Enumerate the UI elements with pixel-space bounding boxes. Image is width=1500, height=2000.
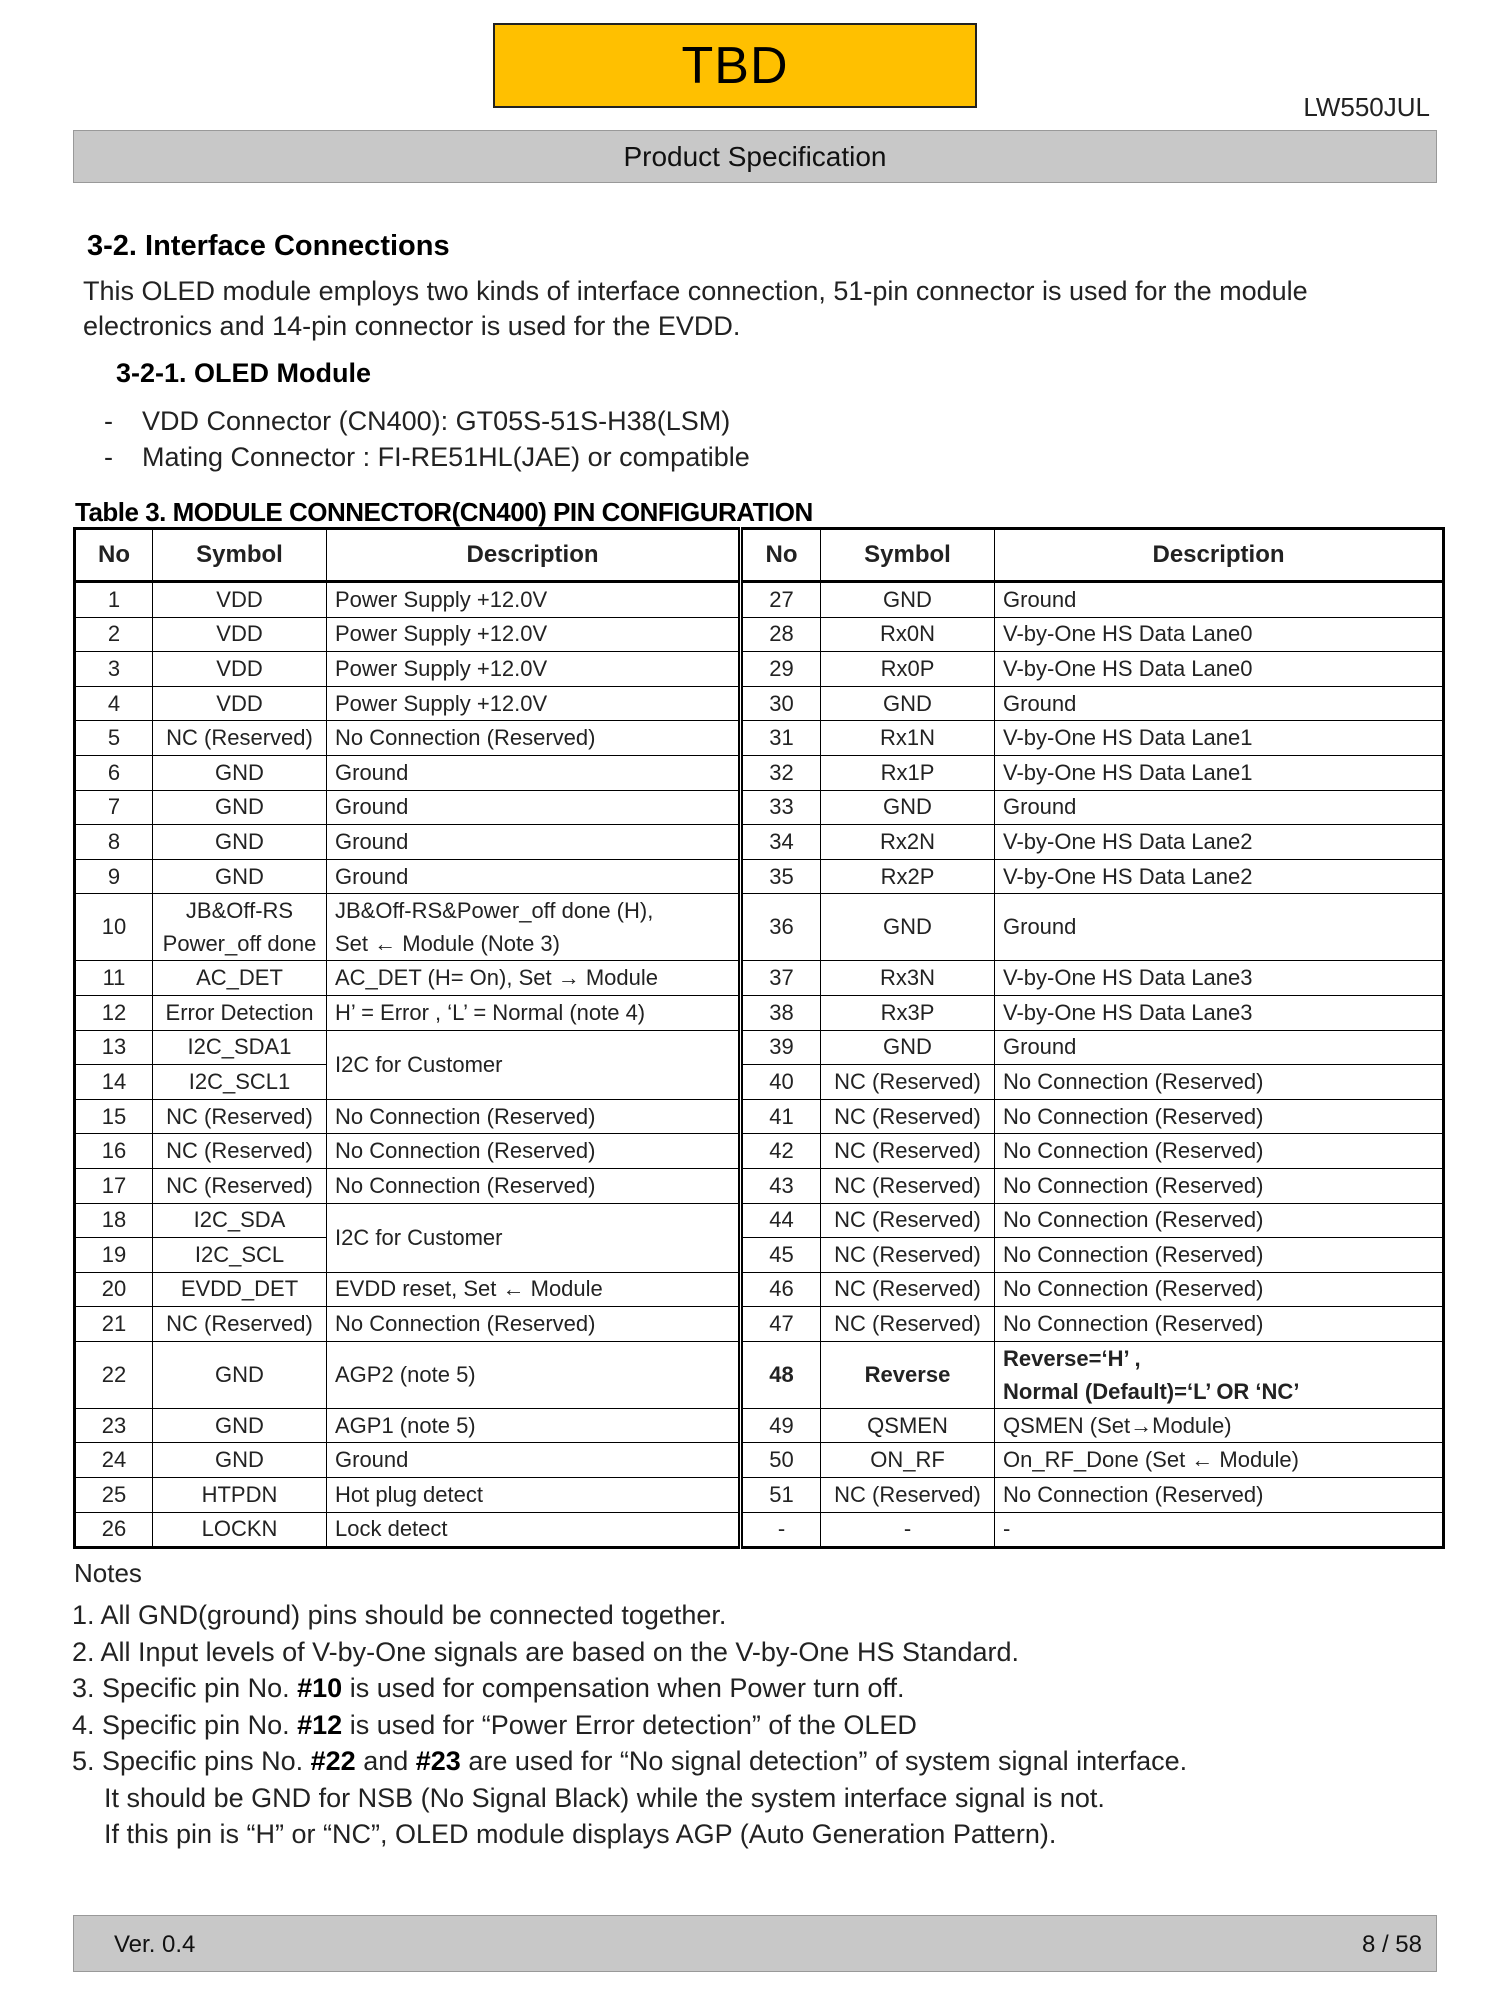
- table-row: [75, 755, 1444, 790]
- pin-number: 35: [741, 859, 821, 894]
- page-number: 8 / 58: [1361, 1931, 1422, 1958]
- pin-description: No Connection (Reserved): [995, 1134, 1444, 1169]
- pin-description: Ground: [327, 1443, 741, 1478]
- pin-description: Ground: [327, 790, 741, 825]
- table-row: [75, 1168, 1444, 1203]
- pin-number: 12: [75, 995, 153, 1030]
- doc-title: Product Specification: [623, 140, 887, 172]
- pin-number: 51: [741, 1478, 821, 1513]
- table-row: [75, 582, 1444, 618]
- pin-description: No Connection (Reserved): [327, 1134, 741, 1169]
- pin-symbol: HTPDN: [153, 1478, 327, 1513]
- pin-number: 16: [75, 1134, 153, 1169]
- pin-description: Ground: [995, 686, 1444, 721]
- pin-description: Ground: [327, 825, 741, 860]
- pin-number: 25: [75, 1478, 153, 1513]
- pin-symbol: LOCKN: [153, 1512, 327, 1548]
- pin-number: 1: [75, 582, 153, 618]
- header-no: No: [741, 529, 821, 582]
- pin-description: Reverse=‘H’ , Normal (Default)=‘L’ OR ‘NC’: [995, 1341, 1444, 1408]
- table-row: [75, 1512, 1444, 1548]
- pin-description: AGP2 (note 5): [327, 1341, 741, 1408]
- pin-description: V-by-One HS Data Lane3: [995, 961, 1444, 996]
- pin-number: 23: [75, 1408, 153, 1443]
- pin-description: No Connection (Reserved): [995, 1203, 1444, 1238]
- pin-number: 6: [75, 755, 153, 790]
- table-row: [75, 1030, 1444, 1065]
- pin-symbol: EVDD_DET: [153, 1272, 327, 1307]
- pin-number: 34: [741, 825, 821, 860]
- note-1: 1. All GND(ground) pins should be connected together.: [72, 1600, 727, 1630]
- pin-symbol: I2C_SCL1: [153, 1065, 327, 1100]
- pin-description: On_RF_Done (Set ← Module): [995, 1443, 1444, 1478]
- pin-description: Power Supply +12.0V: [327, 686, 741, 721]
- pin-symbol: I2C_SCL: [153, 1238, 327, 1273]
- pin-description: Ground: [995, 894, 1444, 961]
- model-number: LW550JUL: [1303, 92, 1430, 122]
- pin-symbol: NC (Reserved): [821, 1099, 995, 1134]
- pin-number: 21: [75, 1307, 153, 1342]
- pin-symbol: NC (Reserved): [821, 1272, 995, 1307]
- pin-symbol: GND: [821, 790, 995, 825]
- pin-description: No Connection (Reserved): [995, 1065, 1444, 1100]
- pin-description: Ground: [995, 1030, 1444, 1065]
- table-caption: Table 3. MODULE CONNECTOR(CN400) PIN CONFIGURATION: [75, 497, 813, 527]
- pin-number: -: [741, 1512, 821, 1548]
- table-row: [75, 721, 1444, 756]
- pin-description: I2C for Customer: [327, 1203, 741, 1272]
- pin-symbol: NC (Reserved): [153, 1307, 327, 1342]
- pin-number: 24: [75, 1443, 153, 1478]
- pin-symbol: VDD: [153, 582, 327, 618]
- pin-description: No Connection (Reserved): [995, 1099, 1444, 1134]
- pin-description: No Connection (Reserved): [995, 1238, 1444, 1273]
- pin-number: 39: [741, 1030, 821, 1065]
- doc-title-bar: [73, 130, 1437, 183]
- pin-description: Hot plug detect: [327, 1478, 741, 1513]
- pin-symbol: Rx0N: [821, 617, 995, 652]
- pin-symbol: AC_DET: [153, 961, 327, 996]
- pin-description: V-by-One HS Data Lane0: [995, 617, 1444, 652]
- table-row: [75, 859, 1444, 894]
- table-row: [75, 1478, 1444, 1513]
- pin-symbol: -: [821, 1512, 995, 1548]
- pin-symbol: GND: [821, 582, 995, 618]
- note-3: 3. Specific pin No. #10 is used for compensation when Power turn off.: [72, 1673, 905, 1703]
- pin-number: 45: [741, 1238, 821, 1273]
- pin-symbol: Rx3N: [821, 961, 995, 996]
- pin-symbol: NC (Reserved): [821, 1134, 995, 1169]
- table-row: [75, 1307, 1444, 1342]
- pin-number: 49: [741, 1408, 821, 1443]
- pin-number: 31: [741, 721, 821, 756]
- table-row: [75, 1408, 1444, 1443]
- pin-number: 20: [75, 1272, 153, 1307]
- pin-number: 19: [75, 1238, 153, 1273]
- pin-symbol: Reverse: [821, 1341, 995, 1408]
- pin-number: 38: [741, 995, 821, 1030]
- pin-description: Power Supply +12.0V: [327, 617, 741, 652]
- pin-symbol: GND: [821, 1030, 995, 1065]
- pin-number: 15: [75, 1099, 153, 1134]
- pin-symbol: I2C_SDA: [153, 1203, 327, 1238]
- table-row: [75, 1238, 1444, 1273]
- pin-description: Ground: [995, 790, 1444, 825]
- pin-symbol: Rx0P: [821, 652, 995, 687]
- pin-number: 10: [75, 894, 153, 961]
- pin-number: 44: [741, 1203, 821, 1238]
- pin-number: 42: [741, 1134, 821, 1169]
- pin-number: 50: [741, 1443, 821, 1478]
- pin-number: 7: [75, 790, 153, 825]
- notes-title: Notes: [74, 1558, 142, 1588]
- pin-number: 47: [741, 1307, 821, 1342]
- pin-symbol: NC (Reserved): [153, 1168, 327, 1203]
- pin-description: No Connection (Reserved): [327, 1099, 741, 1134]
- subsection-title: 3-2-1. OLED Module: [116, 358, 372, 388]
- connector-list: [104, 403, 750, 475]
- version-label: Ver. 0.4: [114, 1931, 196, 1958]
- header-description: Description: [995, 529, 1444, 582]
- pin-symbol: NC (Reserved): [821, 1065, 995, 1100]
- pin-symbol: JB&Off-RS Power_off done: [153, 894, 327, 961]
- pin-number: 17: [75, 1168, 153, 1203]
- table-row: [75, 790, 1444, 825]
- pin-symbol: GND: [153, 1341, 327, 1408]
- table-row: [75, 1065, 1444, 1100]
- table-row: [75, 686, 1444, 721]
- pin-number: 26: [75, 1512, 153, 1548]
- pin-symbol: GND: [153, 1408, 327, 1443]
- pin-symbol: VDD: [153, 617, 327, 652]
- pin-symbol: NC (Reserved): [153, 1099, 327, 1134]
- table-row: [75, 894, 1444, 961]
- table-row: [75, 1203, 1444, 1238]
- pin-number: 27: [741, 582, 821, 618]
- pin-description: V-by-One HS Data Lane1: [995, 755, 1444, 790]
- pin-symbol: NC (Reserved): [821, 1238, 995, 1273]
- pin-description: Ground: [327, 755, 741, 790]
- table-row: [75, 652, 1444, 687]
- pin-symbol: VDD: [153, 652, 327, 687]
- table-row: [75, 1134, 1444, 1169]
- pin-number: 36: [741, 894, 821, 961]
- table-row: [75, 995, 1444, 1030]
- pin-symbol: Rx3P: [821, 995, 995, 1030]
- header-symbol: Symbol: [153, 529, 327, 582]
- pin-configuration-table: [73, 527, 1445, 1549]
- pin-number: 28: [741, 617, 821, 652]
- pin-number: 8: [75, 825, 153, 860]
- pin-symbol: GND: [153, 790, 327, 825]
- header-symbol: Symbol: [821, 529, 995, 582]
- note-2: 2. All Input levels of V-by-One signals are based on the V-by-One HS Standard.: [72, 1636, 1020, 1667]
- table-row: [75, 617, 1444, 652]
- pin-symbol: GND: [153, 825, 327, 860]
- table-row: [75, 1341, 1444, 1408]
- pin-description: No Connection (Reserved): [995, 1307, 1444, 1342]
- pin-description: No Connection (Reserved): [327, 721, 741, 756]
- note-4: 4. Specific pin No. #12 is used for “Power Error detection” of the OLED: [72, 1709, 917, 1740]
- pin-number: 46: [741, 1272, 821, 1307]
- pin-description: JB&Off-RS&Power_off done (H), Set ← Module (Note 3): [327, 894, 741, 961]
- list-item: - Mating Connector : FI-RE51HL(JAE) or compatible: [104, 442, 750, 472]
- table-row: [75, 825, 1444, 860]
- pin-symbol: I2C_SDA1: [153, 1030, 327, 1065]
- pin-symbol: VDD: [153, 686, 327, 721]
- footer-bar: [73, 1915, 1437, 1972]
- pin-description: V-by-One HS Data Lane3: [995, 995, 1444, 1030]
- pin-number: 32: [741, 755, 821, 790]
- pin-number: 2: [75, 617, 153, 652]
- pin-description: AC_DET (H= On), Set → Module: [327, 961, 741, 996]
- pin-symbol: Rx1N: [821, 721, 995, 756]
- pin-number: 41: [741, 1099, 821, 1134]
- pin-symbol: NC (Reserved): [821, 1168, 995, 1203]
- pin-description: Lock detect: [327, 1512, 741, 1548]
- pin-number: 18: [75, 1203, 153, 1238]
- pin-description: No Connection (Reserved): [995, 1272, 1444, 1307]
- pin-symbol: NC (Reserved): [153, 1134, 327, 1169]
- pin-symbol: GND: [821, 686, 995, 721]
- pin-description: No Connection (Reserved): [327, 1307, 741, 1342]
- tbd-stamp: TBD: [493, 23, 977, 108]
- pin-description: Power Supply +12.0V: [327, 582, 741, 618]
- pin-symbol: Error Detection: [153, 995, 327, 1030]
- pin-number: 29: [741, 652, 821, 687]
- pin-description: No Connection (Reserved): [327, 1168, 741, 1203]
- pin-description: QSMEN (Set→Module): [995, 1408, 1444, 1443]
- pin-symbol: GND: [153, 1443, 327, 1478]
- pin-symbol: GND: [821, 894, 995, 961]
- pin-symbol: NC (Reserved): [153, 721, 327, 756]
- intro-paragraph: This OLED module employs two kinds of interface connection, 51-pin connector is used for the module electronics and 14-pin connector is used for the EVDD.: [83, 276, 1308, 341]
- pin-description: V-by-One HS Data Lane0: [995, 652, 1444, 687]
- pin-number: 4: [75, 686, 153, 721]
- pin-description: Ground: [995, 582, 1444, 618]
- pin-number: 37: [741, 961, 821, 996]
- list-item: - VDD Connector (CN400): GT05S-51S-H38(LSM): [104, 406, 731, 436]
- table-row: [75, 961, 1444, 996]
- pin-number: 48: [741, 1341, 821, 1408]
- pin-number: 43: [741, 1168, 821, 1203]
- pin-number: 5: [75, 721, 153, 756]
- pin-symbol: NC (Reserved): [821, 1203, 995, 1238]
- table-row: [75, 1443, 1444, 1478]
- pin-description: No Connection (Reserved): [995, 1168, 1444, 1203]
- pin-description: V-by-One HS Data Lane1: [995, 721, 1444, 756]
- pin-symbol: GND: [153, 755, 327, 790]
- pin-symbol: Rx2P: [821, 859, 995, 894]
- pin-symbol: Rx1P: [821, 755, 995, 790]
- pin-number: 3: [75, 652, 153, 687]
- pin-symbol: QSMEN: [821, 1408, 995, 1443]
- pin-description: I2C for Customer: [327, 1030, 741, 1099]
- note-5-line-3: If this pin is “H” or “NC”, OLED module displays AGP (Auto Generation Pattern).: [104, 1819, 1057, 1849]
- pin-description: AGP1 (note 5): [327, 1408, 741, 1443]
- pin-number: 40: [741, 1065, 821, 1100]
- table-header-row: [75, 529, 1444, 582]
- pin-number: 14: [75, 1065, 153, 1100]
- header-no: No: [75, 529, 153, 582]
- note-5: 5. Specific pins No. #22 and #23 are used for “No signal detection” of system signal interface.: [72, 1746, 1188, 1776]
- pin-number: 9: [75, 859, 153, 894]
- pin-symbol: NC (Reserved): [821, 1307, 995, 1342]
- pin-description: -: [995, 1512, 1444, 1548]
- pin-description: H’ = Error , ‘L’ = Normal (note 4): [327, 995, 741, 1030]
- header-description: Description: [327, 529, 741, 582]
- section-title: 3-2. Interface Connections: [87, 230, 450, 262]
- pin-description: V-by-One HS Data Lane2: [995, 825, 1444, 860]
- pin-number: 11: [75, 961, 153, 996]
- pin-symbol: Rx2N: [821, 825, 995, 860]
- pin-number: 33: [741, 790, 821, 825]
- pin-number: 30: [741, 686, 821, 721]
- pin-description: V-by-One HS Data Lane2: [995, 859, 1444, 894]
- table-row: [75, 1272, 1444, 1307]
- pin-symbol: ON_RF: [821, 1443, 995, 1478]
- pin-description: Ground: [327, 859, 741, 894]
- pin-description: No Connection (Reserved): [995, 1478, 1444, 1513]
- table-body: [75, 582, 1444, 1548]
- pin-description: Power Supply +12.0V: [327, 652, 741, 687]
- table-row: [75, 1099, 1444, 1134]
- note-5-line-2: It should be GND for NSB (No Signal Black) while the system interface signal is not.: [104, 1782, 1105, 1813]
- pin-number: 13: [75, 1030, 153, 1065]
- pin-number: 22: [75, 1341, 153, 1408]
- pin-symbol: GND: [153, 859, 327, 894]
- pin-description: EVDD reset, Set ← Module: [327, 1272, 741, 1307]
- notes-list: [72, 1597, 1187, 1853]
- pin-symbol: NC (Reserved): [821, 1478, 995, 1513]
